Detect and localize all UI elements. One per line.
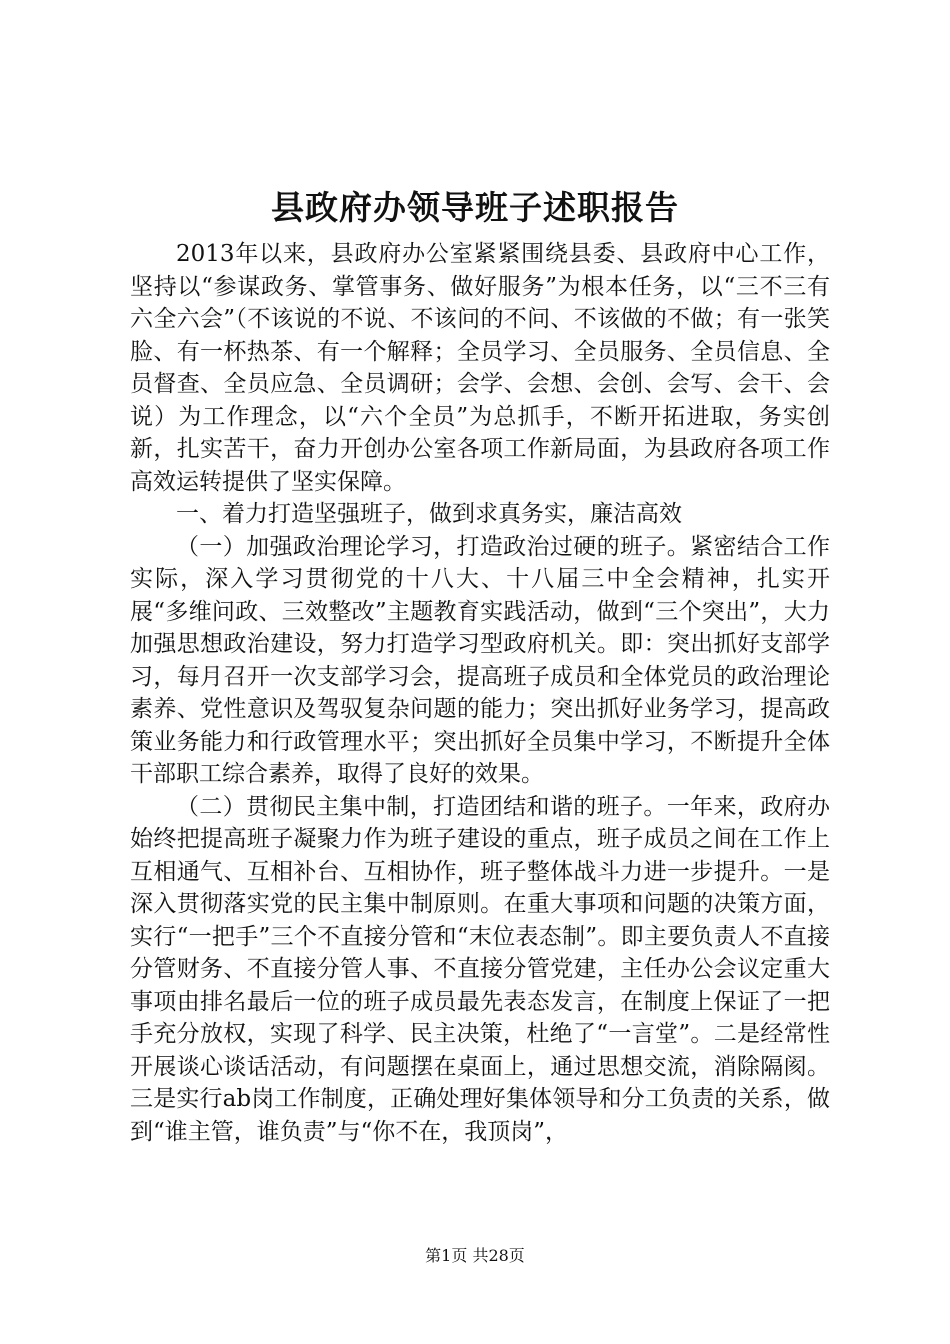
document-title: 县政府办领导班子述职报告: [271, 188, 679, 227]
section-heading: 一、着力打造坚强班子，做到求真务实，廉洁高效: [176, 501, 682, 527]
intro-paragraph: 2013年以来，县政府办公室紧紧围绕县委、县政府中心工作，坚持以“参谋政务、掌管事务、做好服务”为根本任务，以“三不三有六全六会”（不该说的不说、不该问的不问、不该做的不做；有一张笑脸、有一杯热茶、有一个解释；全员学习、全员服务、全员信息、全员督查、全员应急、全员调研；会学、会想、会创、会写、会干、会说）为工作理念，以“六个全员”为总抓手，不断开拓进取，务实创新，扎实苦干，奋力开创办公室各项工作新局面，为县政府各项工作高效运转提供了坚实保障。: [130, 241, 830, 495]
page-number-footer: 第1页 共28页: [425, 1246, 525, 1265]
subsection-paragraph-2: （二）贯彻民主集中制，打造团结和谐的班子。一年来，政府办始终把提高班子凝聚力作为班子建设的重点，班子成员之间在工作上互相通气、互相补台、互相协作，班子整体战斗力进一步提升。一是深入贯彻落实党的民主集中制原则。在重大事项和问题的决策方面，实行“一把手”三个不直接分管和“末位表态制”。即主要负责人不直接分管财务、不直接分管人事、不直接分管党建，主任办公会议定重大事项由排名最后一位的班子成员最先表态发言，在制度上保证了一把手充分放权，实现了科学、民主决策，杜绝了“一言堂”。二是经常性开展谈心谈话活动，有问题摆在桌面上，通过思想交流，消除隔阂。三是实行ab岗工作制度，正确处理好集体领导和分工负责的关系，做到“谁主管，谁负责”与“你不在，我顶岗”，: [130, 793, 830, 1145]
subsection-paragraph-1: （一）加强政治理论学习，打造政治过硬的班子。紧密结合工作实际，深入学习贯彻党的十八大、十八届三中全会精神，扎实开展“多维问政、三效整改”主题教育实践活动，做到“三个突出”，大力加强思想政治建设，努力打造学习型政府机关。即：突出抓好支部学习，每月召开一次支部学习会，提高班子成员和全体党员的政治理论素养、党性意识及驾驭复杂问题的能力；突出抓好业务学习，提高政策业务能力和行政管理水平；突出抓好全员集中学习，不断提升全体干部职工综合素养，取得了良好的效果。: [130, 533, 830, 787]
document-body: [130, 238, 830, 1148]
